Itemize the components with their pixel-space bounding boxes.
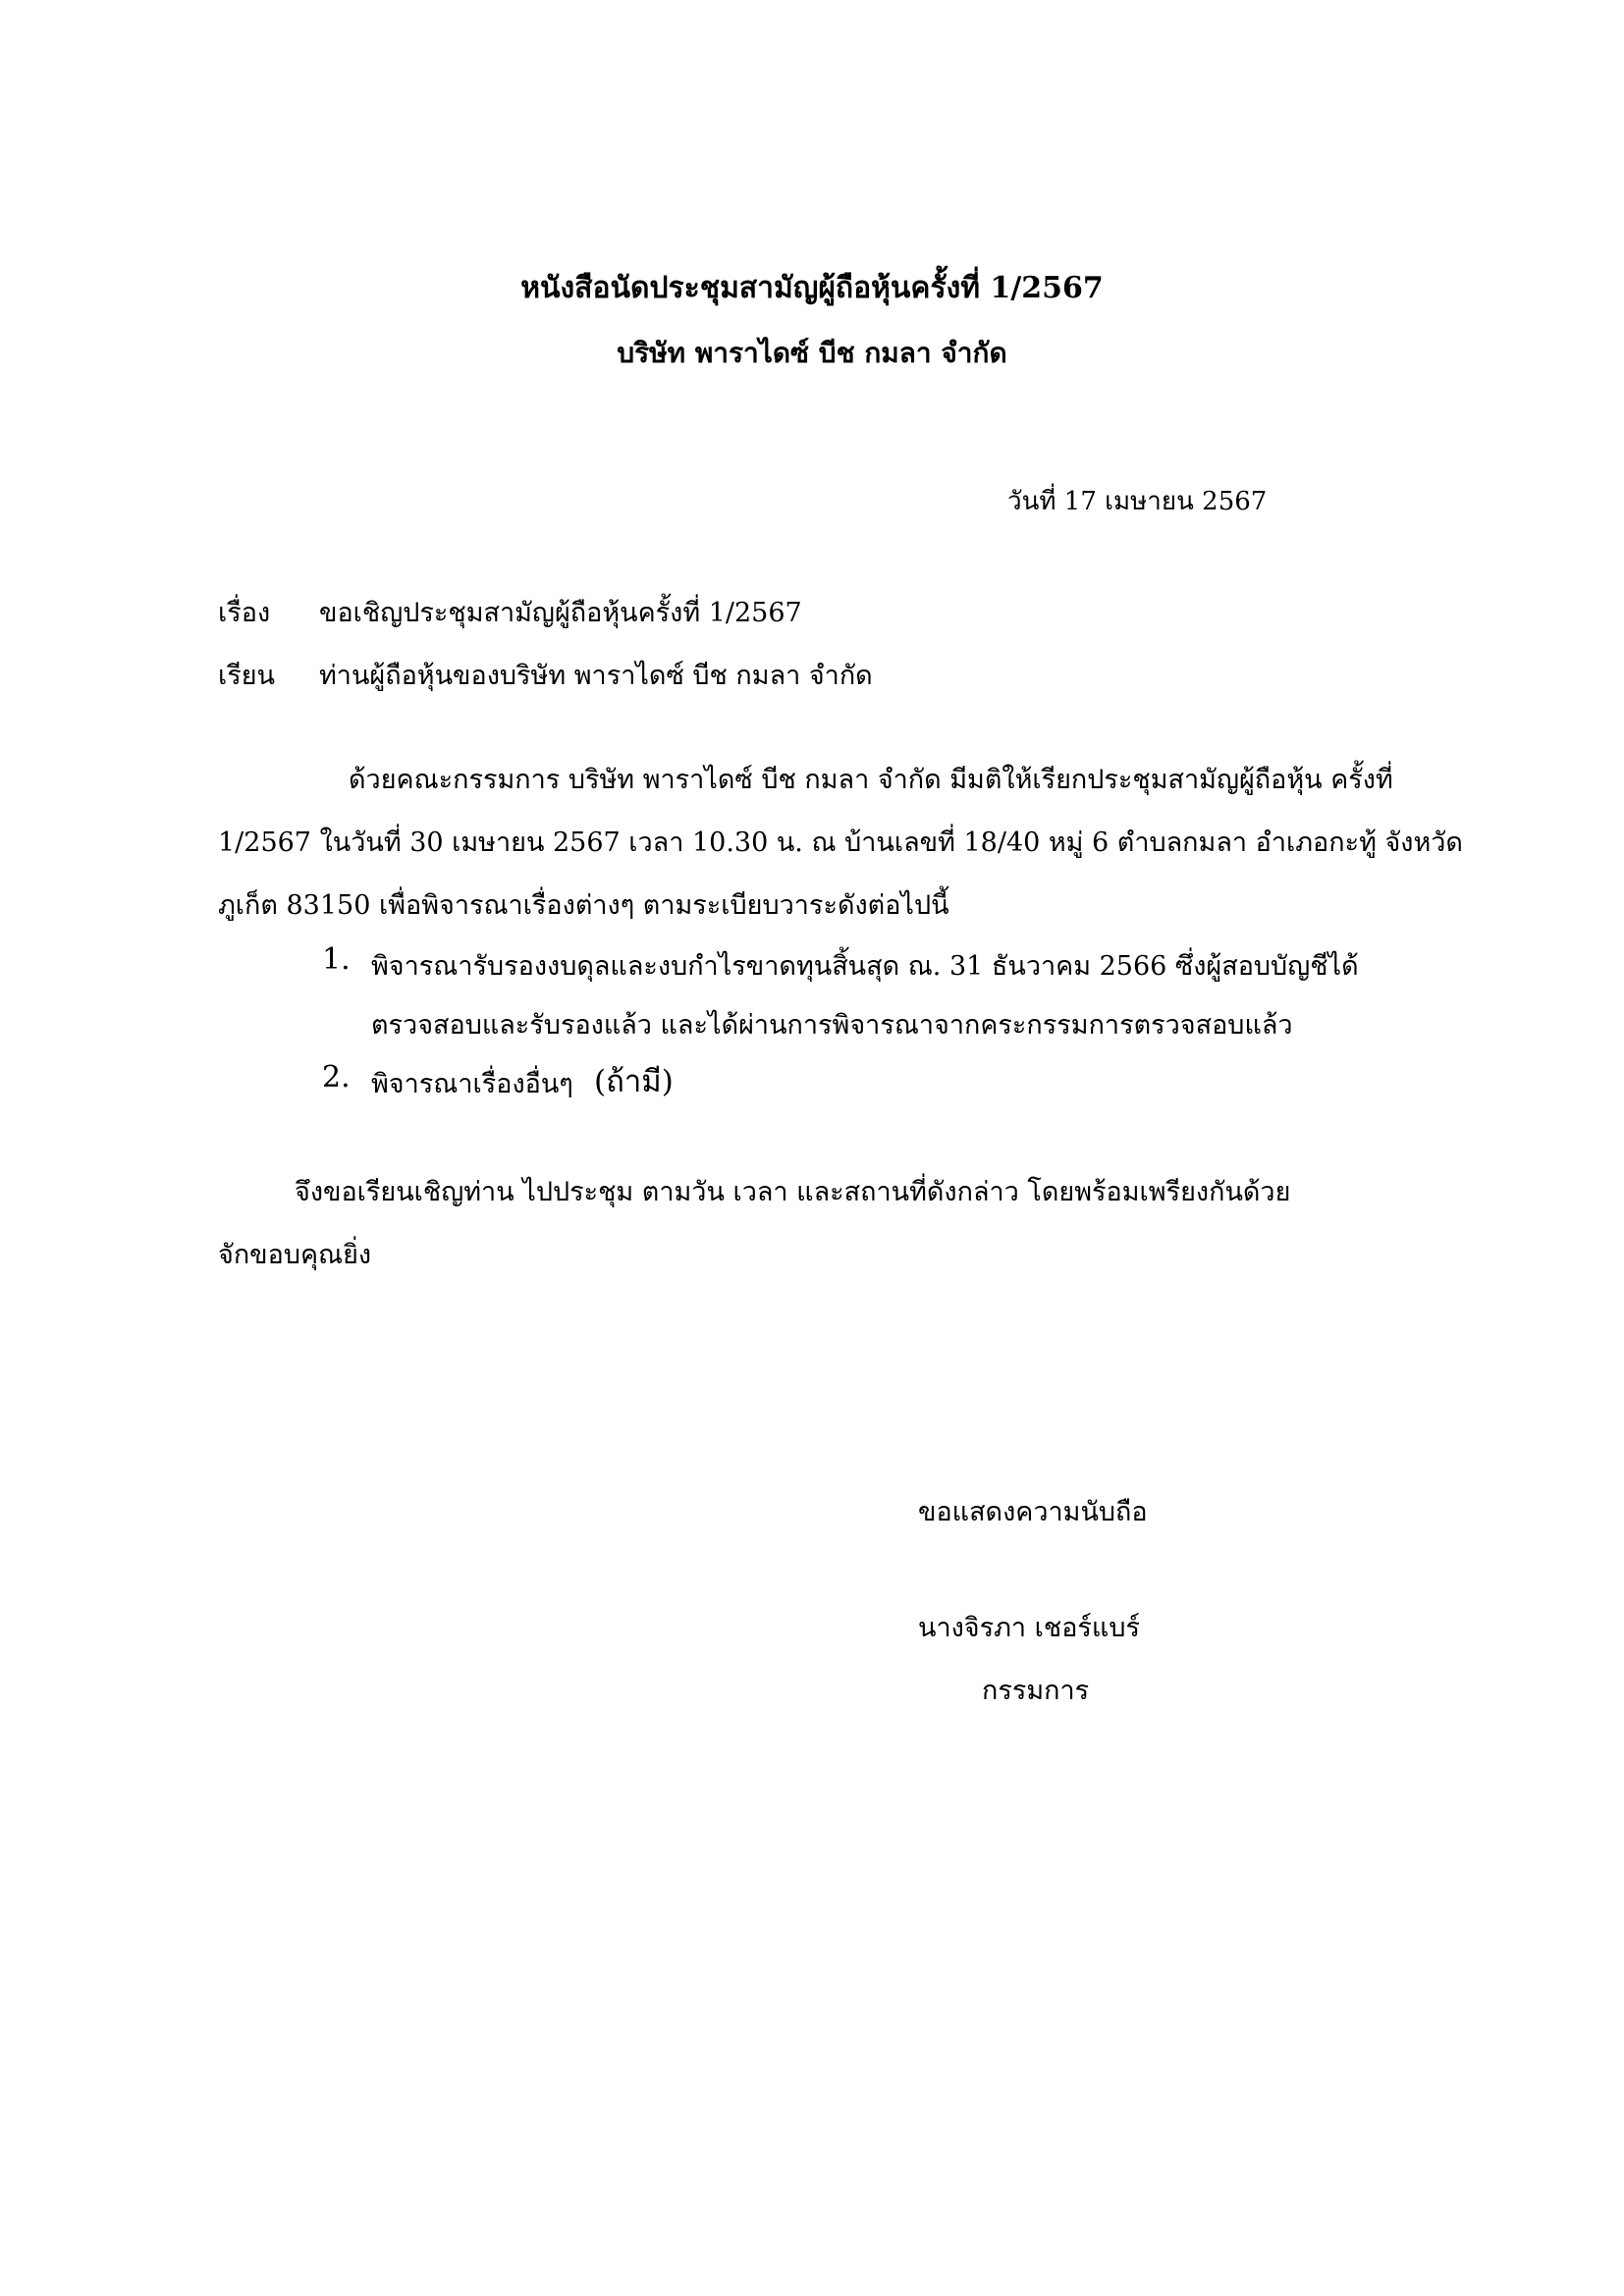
document-date: วันที่ 17 เมษายน 2567 (1007, 487, 1268, 516)
agenda-item-1-number: 1. (322, 942, 351, 977)
body-line-2: 1/2567 ในวันที่ 30 เมษายน 2567 เวลา 10.30 น. ณ บ้านเลขที่ 18/40 หมู่ 6 ตำบลกมลา อำเภอกะทู้ จังหวัด (218, 828, 1463, 858)
subject-label: เรื่อง (218, 598, 271, 628)
body-line-1: ด้วยคณะกรรมการ บริษัท พาราไดซ์ บีช กมลา จำกัด มีมติให้เรียกประชุมสามัญผู้ถือหุ้น ครั้งที่ (349, 765, 1393, 795)
signer-position: กรรมการ (982, 1676, 1090, 1706)
recipient-label: เรียน (218, 661, 276, 691)
conclusion-line-2: จักขอบคุณยิ่ง (218, 1240, 372, 1270)
recipient-text: ท่านผู้ถือหุ้นของบริษัท พาราไดซ์ บีช กมลา จำกัด (319, 661, 873, 691)
agenda-item-1-line-2: ตรวจสอบและรับรองแล้ว และได้ผ่านการพิจารณาจากคระกรรมการตรวจสอบแล้ว (371, 1010, 1293, 1041)
agenda-item-2-number: 2. (322, 1060, 351, 1095)
conclusion-line-1: จึงขอเรียนเชิญท่าน ไปประชุม ตามวัน เวลา และสถานที่ดังกล่าว โดยพร้อมเพรียงกันด้วย (295, 1177, 1291, 1207)
document-title: หนังสือนัดประชุมสามัญผู้ถือหุ้นครั้งที่ 1/2567 (520, 271, 1104, 305)
signer-name: นางจิรภา เชอร์แบร์ (918, 1613, 1140, 1643)
company-name: บริษัท พาราไดซ์ บีช กมลา จำกัด (617, 337, 1007, 369)
body-line-3: ภูเก็ต 83150 เพื่อพิจารณาเรื่องต่างๆ ตามระเบียบวาระดังต่อไปนี้ (218, 890, 949, 921)
subject-text: ขอเชิญประชุมสามัญผู้ถือหุ้นครั้งที่ 1/2567 (319, 598, 802, 628)
closing-phrase: ขอแสดงความนับถือ (918, 1497, 1148, 1527)
agenda-item-2-text: พิจารณาเรื่องอื่นๆ (371, 1069, 573, 1099)
agenda-item-2-note: (ถ้ามี) (594, 1064, 674, 1099)
agenda-item-1-line-1: พิจารณารับรองงบดุลและงบกำไรขาดทุนสิ้นสุด ณ. 31 ธันวาคม 2566 ซึ่งผู้สอบบัญชีได้ (371, 951, 1359, 982)
